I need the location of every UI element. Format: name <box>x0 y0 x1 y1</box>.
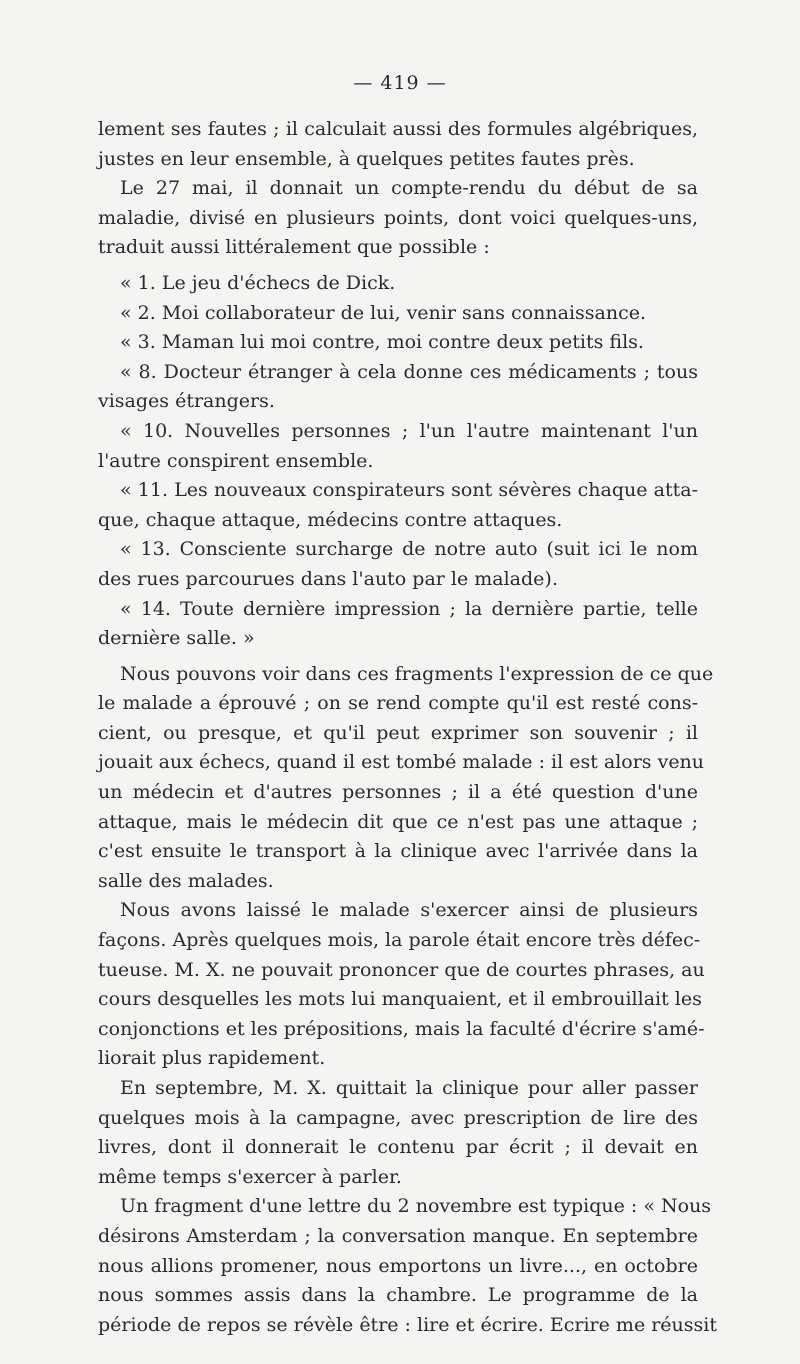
text-line: « 1. Le jeu d'échecs de Dick. <box>120 271 396 294</box>
text-line: traduit aussi littéralement que possible : <box>98 236 490 259</box>
text-line: liorait plus rapidement. <box>98 1047 326 1070</box>
text-line: cient, ou presque, et qu'il peut exprimer son souvenir ; il <box>98 721 698 744</box>
text-line: justes en leur ensemble, à quelques petites fautes près. <box>98 147 635 170</box>
text-line: livres, dont il donnerait le contenu par écrit ; il devait en <box>98 1136 698 1159</box>
paragraph <box>98 1074 698 1192</box>
text-line: « 13. Consciente surcharge de notre auto (suit ici le nom <box>120 538 698 561</box>
text-line: l'autre conspirent ensemble. <box>98 449 374 472</box>
quoted-item <box>98 417 698 476</box>
page-number: — 419 — <box>353 72 447 94</box>
text-line: nous sommes assis dans la chambre. Le programme de la <box>98 1284 698 1307</box>
quoted-item <box>98 358 698 417</box>
quoted-item <box>98 535 698 594</box>
text-line: visages étrangers. <box>98 390 275 413</box>
text-line: Le 27 mai, il donnait un compte-rendu du début de sa <box>120 177 698 200</box>
text-line: cours desquelles les mots lui manquaient, et il embrouillait les <box>98 988 702 1011</box>
text-line: quelques mois à la campagne, avec prescription de lire des <box>98 1106 698 1129</box>
body-text <box>98 115 718 1340</box>
text-line: lement ses fautes ; il calculait aussi des formules algébriques, <box>98 118 698 140</box>
text-line: jouait aux échecs, quand il est tombé malade : il est alors venu <box>98 751 705 774</box>
text-line: façons. Après quelques mois, la parole était encore très défec- <box>98 929 701 952</box>
paragraph <box>98 115 698 174</box>
text-line: c'est ensuite le transport à la clinique avec l'arrivée dans la <box>98 840 698 863</box>
text-line: « 2. Moi collaborateur de lui, venir sans connaissance. <box>120 301 647 324</box>
text-line: « 11. Les nouveaux conspirateurs sont sévères chaque atta- <box>120 479 698 502</box>
quoted-item <box>98 299 698 329</box>
text-line: Nous avons laissé le malade s'exercer ainsi de plusieurs <box>120 899 698 922</box>
text-line: Nous pouvons voir dans ces fragments l'expression de ce que <box>120 662 714 685</box>
text-line: maladie, divisé en plusieurs points, dont voici quelques-uns, <box>98 206 698 229</box>
quoted-item <box>98 328 698 358</box>
text-line: « 14. Toute dernière impression ; la dernière partie, telle <box>120 597 698 620</box>
text-line: « 8. Docteur étranger à cela donne ces médicaments ; tous <box>120 360 698 383</box>
text-line: tueuse. M. X. ne pouvait prononcer que de courtes phrases, au <box>98 958 705 981</box>
text-line: dernière salle. » <box>98 627 255 650</box>
text-line: salle des malades. <box>98 869 274 892</box>
text-line: « 3. Maman lui moi contre, moi contre deux petits fils. <box>120 331 644 354</box>
quoted-item <box>98 595 698 654</box>
text-line: En septembre, M. X. quittait la clinique pour aller passer <box>120 1077 698 1099</box>
quoted-item <box>98 269 698 299</box>
text-line: un médecin et d'autres personnes ; il a été question d'une <box>98 781 698 804</box>
quoted-item <box>98 476 698 535</box>
paragraph <box>98 896 705 1074</box>
paragraph <box>98 660 714 897</box>
text-line: attaque, mais le médecin dit que ce n'est pas une attaque ; <box>98 810 698 833</box>
text-line: le malade a éprouvé ; on se rend compte qu'il est resté cons- <box>98 692 698 715</box>
paragraph <box>98 1192 718 1340</box>
text-line: même temps s'exercer à parler. <box>98 1165 402 1188</box>
text-line: période de repos se révèle être : lire et écrire. Ecrire me réussit <box>98 1313 718 1336</box>
text-line: « 10. Nouvelles personnes ; l'un l'autre maintenant l'un <box>120 419 698 442</box>
text-line: des rues parcourues dans l'auto par le malade). <box>98 567 558 590</box>
text-line: nous allions promener, nous emportons un livre..., en octobre <box>98 1254 698 1277</box>
paragraph <box>98 174 698 263</box>
text-line: que, chaque attaque, médecins contre attaques. <box>98 508 563 531</box>
text-line: Un fragment d'une lettre du 2 novembre est typique : « Nous <box>120 1195 712 1218</box>
text-line: désirons Amsterdam ; la conversation manque. En septembre <box>98 1224 698 1247</box>
text-line: conjonctions et les prépositions, mais la faculté d'écrire s'amé- <box>98 1017 705 1040</box>
